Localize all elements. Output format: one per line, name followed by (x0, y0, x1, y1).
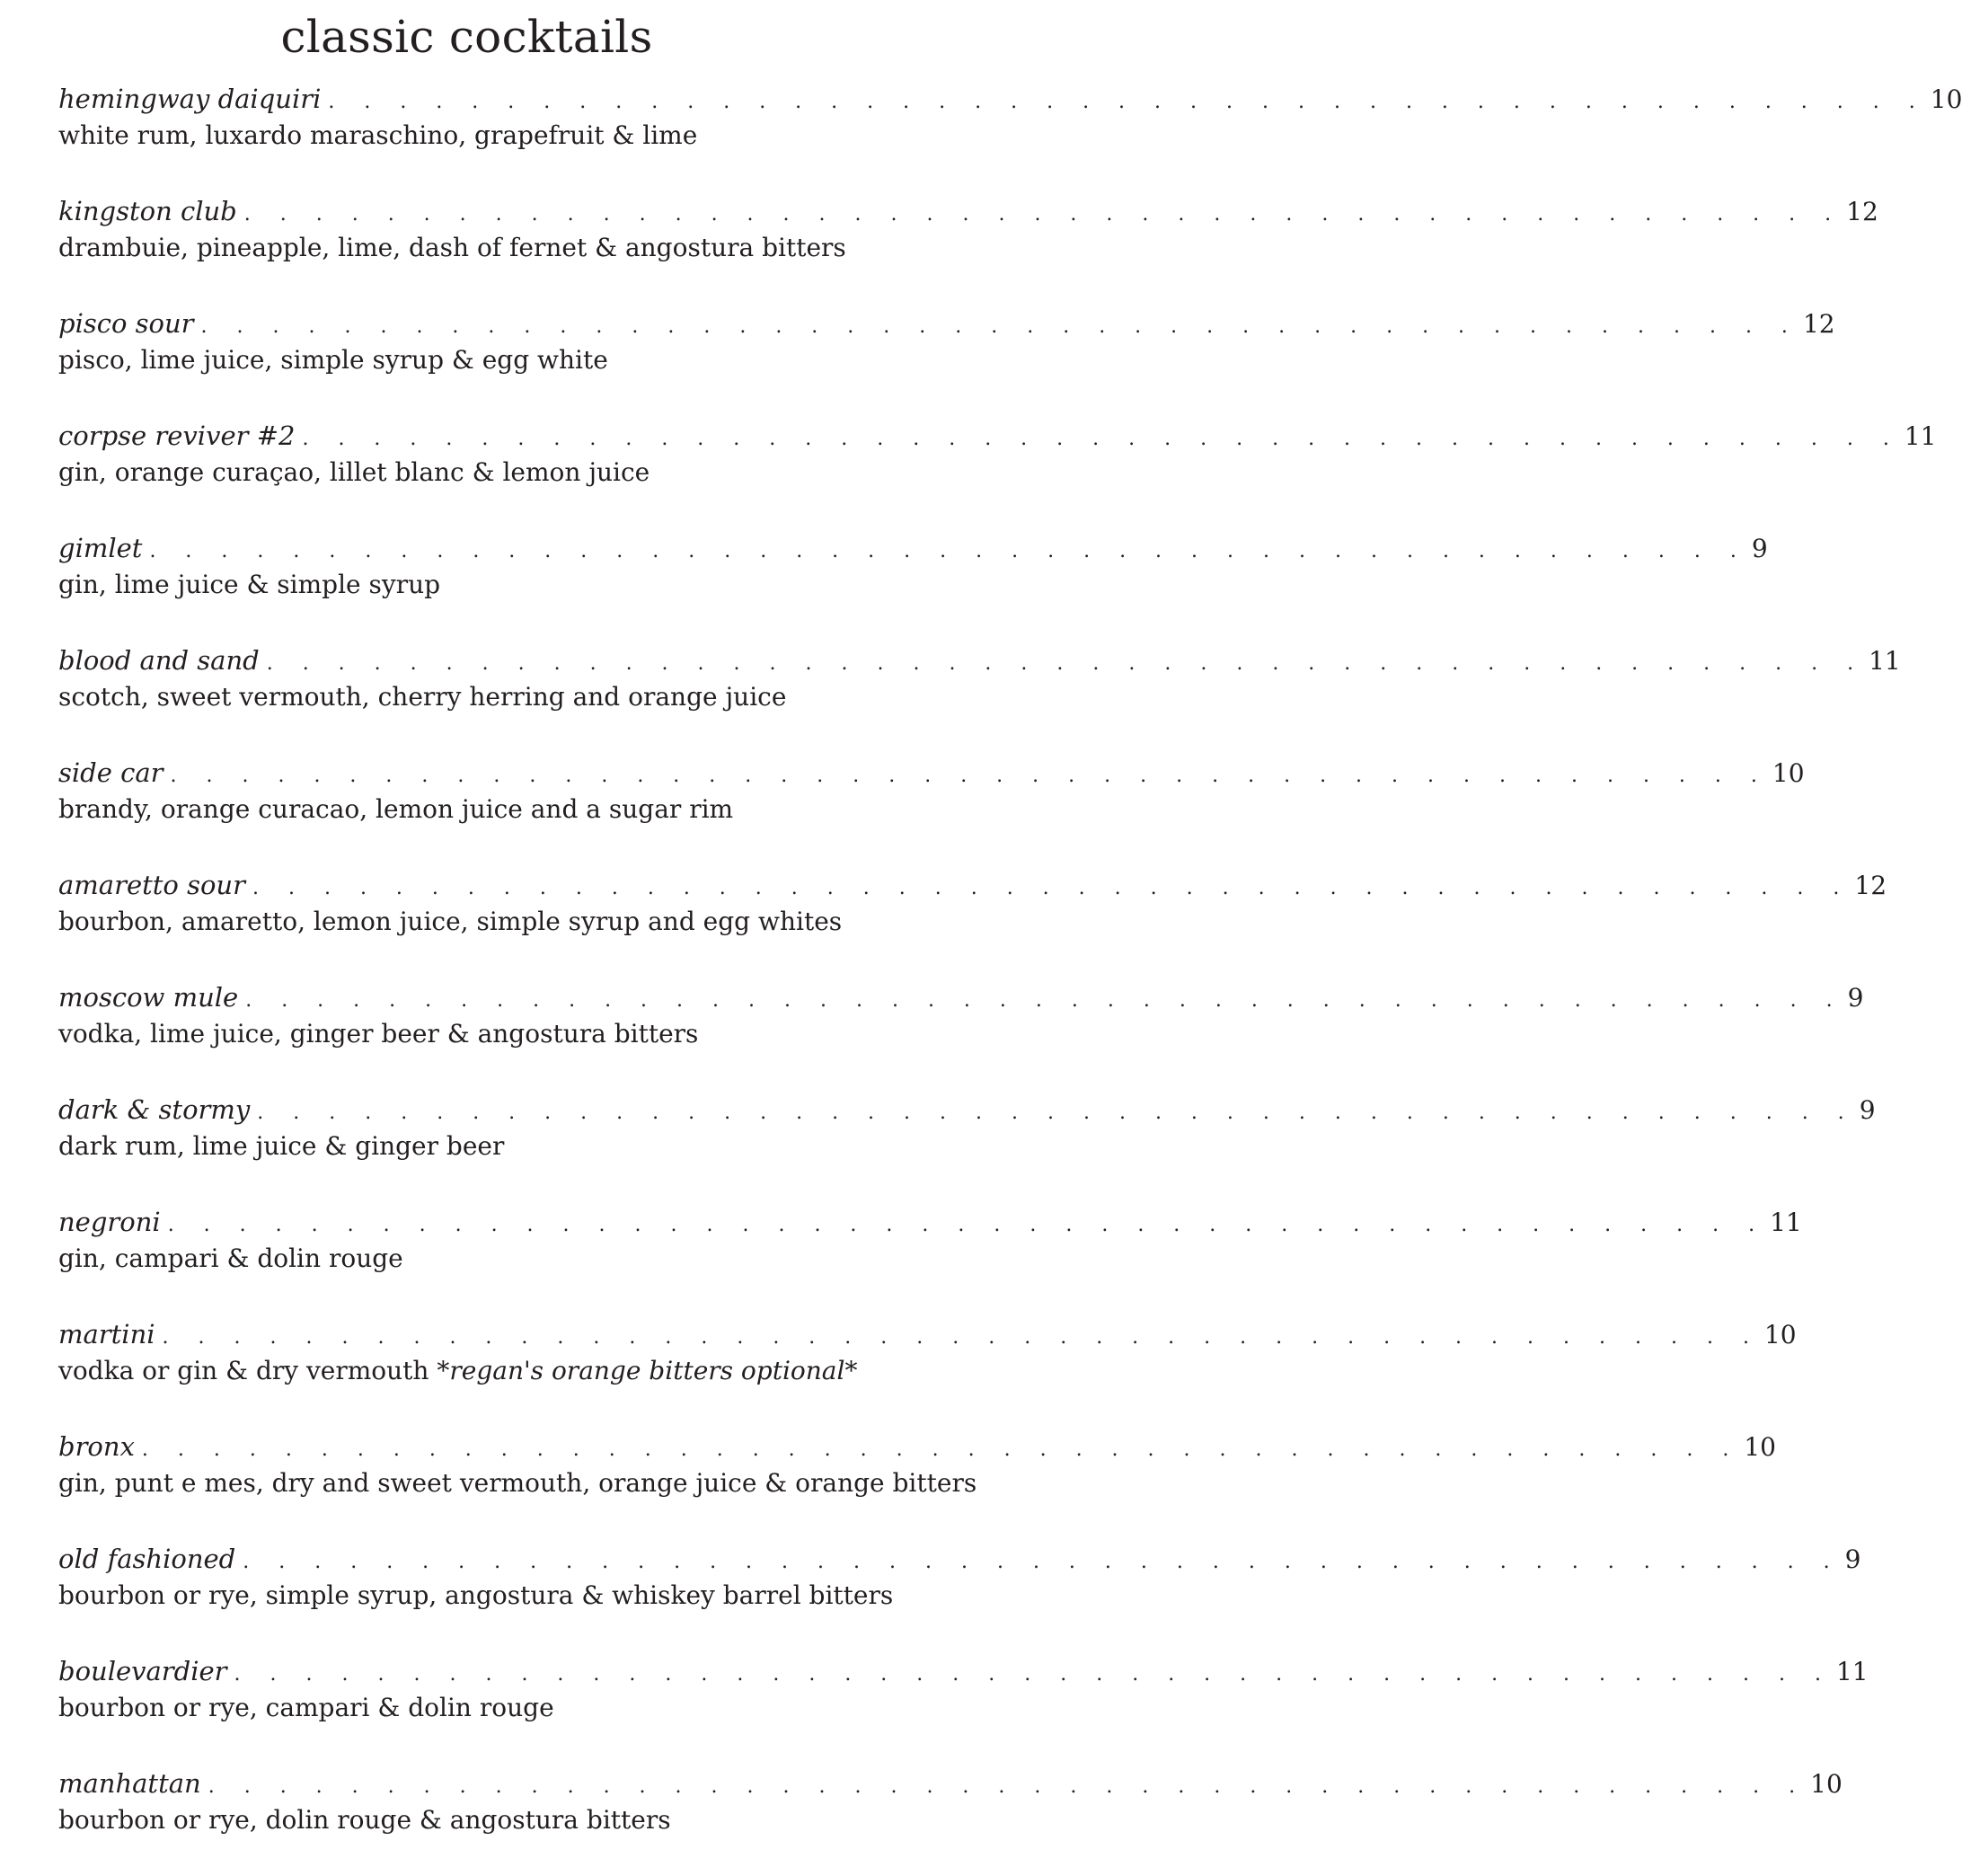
dot-leader: . . . . . . . . . . . . . . . . . . . . . . . . . . . . . . . . . . . . . . . . . . . . . (257, 1102, 1856, 1124)
menu-item (58, 79, 1962, 191)
item-price: 10 (1772, 758, 1805, 788)
item-description: bourbon, amaretto, lemon juice, simple syrup and egg whites (58, 907, 843, 936)
menu-item (58, 528, 1768, 641)
dot-leader: . . . . . . . . . . . . . . . . . . . . . . . . . . . . . . . . . . . . . . . . . . . . . (243, 203, 1843, 226)
dot-leader: . . . . . . . . . . . . . . . . . . . . . . . . . . . . . . . . . . . . . . . . . . . . . (141, 1438, 1741, 1461)
menu-item (58, 1202, 1802, 1314)
cocktail-list (58, 79, 1962, 1876)
item-price: 9 (1751, 534, 1768, 563)
item-name: negroni (58, 1207, 161, 1237)
item-name: old fashioned (58, 1544, 236, 1574)
dot-leader: . . . . . . . . . . . . . . . . . . . . . . . . . . . . . . . . . . . . . . . . . . . . . (200, 315, 1799, 338)
item-price: 11 (1770, 1208, 1802, 1237)
dot-leader: . . . . . . . . . . . . . . . . . . . . . . . . . . . . . . . . . . . . . . . . . . . . . (149, 540, 1748, 562)
menu-item (58, 865, 1887, 978)
item-price: 11 (1835, 1657, 1869, 1686)
item-name: manhattan (58, 1768, 201, 1799)
dot-leader: . . . . . . . . . . . . . . . . . . . . . . . . . . . . . . . . . . . . . . . . . . . . . (162, 1326, 1761, 1349)
dot-leader: . . . . . . . . . . . . . . . . . . . . . . . . . . . . . . . . . . . . . . . . . . . . . (170, 765, 1769, 787)
item-name: corpse reviver #2 (58, 420, 296, 451)
menu-item (58, 1764, 1843, 1876)
item-price: 10 (1930, 84, 1962, 114)
menu-item (58, 753, 1805, 865)
dot-leader: . . . . . . . . . . . . . . . . . . . . . . . . . . . . . . . . . . . . . . . . . . . . . (245, 989, 1844, 1012)
item-price: 11 (1904, 421, 1937, 451)
menu-item (58, 416, 1937, 528)
item-name: kingston club (58, 196, 237, 226)
item-price: 12 (1802, 309, 1835, 339)
item-name: pisco sour (58, 308, 194, 339)
item-description: gin, orange curaçao, lillet blanc & lemon juice (58, 457, 650, 487)
dot-leader: . . . . . . . . . . . . . . . . . . . . . . . . . . . . . . . . . . . . . . . . . . . . . (243, 1551, 1842, 1573)
item-description: white rum, luxardo maraschino, grapefruit & lime (58, 120, 698, 150)
menu-item (58, 1314, 1797, 1427)
item-description: pisco, lime juice, simple syrup & egg white (58, 345, 608, 375)
menu-item (58, 191, 1878, 304)
item-name: boulevardier (58, 1656, 227, 1686)
item-name: blood and sand (58, 645, 260, 676)
item-name: gimlet (58, 533, 143, 563)
item-name: bronx (58, 1431, 135, 1462)
menu-item (58, 1539, 1861, 1651)
item-price: 12 (1846, 197, 1878, 226)
item-name: side car (58, 757, 164, 788)
item-price: 9 (1847, 983, 1864, 1013)
menu-item (58, 978, 1864, 1090)
item-price: 10 (1763, 1320, 1797, 1349)
item-name: hemingway daiquiri (58, 84, 322, 114)
item-description: gin, campari & dolin rouge (58, 1243, 403, 1273)
item-description: bourbon or rye, campari & dolin rouge (58, 1693, 554, 1722)
item-price: 10 (1744, 1432, 1776, 1462)
menu-item (58, 1090, 1876, 1202)
dot-leader: . . . . . . . . . . . . . . . . . . . . . . . . . . . . . . . . . . . . . . . . . . . . . (252, 877, 1852, 899)
item-description: dark rum, lime juice & ginger beer (58, 1131, 505, 1161)
item-description: vodka, lime juice, ginger beer & angostura bitters (58, 1019, 699, 1049)
menu-item (58, 641, 1901, 753)
menu-item (58, 304, 1835, 416)
item-description: vodka or gin & dry vermouth (58, 1356, 437, 1385)
dot-leader: . . . . . . . . . . . . . . . . . . . . . . . . . . . . . . . . . . . . . . . . . . . . . (234, 1663, 1833, 1686)
item-price: 10 (1810, 1769, 1843, 1799)
item-description: scotch, sweet vermouth, cherry herring and orange juice (58, 682, 787, 712)
menu-item (58, 1427, 1776, 1539)
item-description: gin, lime juice & simple syrup (58, 570, 441, 599)
item-price: 9 (1859, 1095, 1876, 1125)
item-description: brandy, orange curacao, lemon juice and a sugar rim (58, 794, 734, 824)
dot-leader: . . . . . . . . . . . . . . . . . . . . . . . . . . . . . . . . . . . . . . . . . . . . . (328, 91, 1927, 113)
menu-item (58, 1651, 1869, 1764)
dot-leader: . . . . . . . . . . . . . . . . . . . . . . . . . . . . . . . . . . . . . . . . . . . . . (302, 428, 1901, 450)
menu-title: classic cocktails (280, 11, 653, 63)
item-name: amaretto sour (58, 870, 245, 900)
item-name: martini (58, 1319, 155, 1349)
item-note: *regan's orange bitters optional* (437, 1356, 858, 1385)
item-price: 11 (1869, 646, 1901, 676)
item-name: dark & stormy (58, 1094, 251, 1125)
item-description: drambuie, pineapple, lime, dash of fernet & angostura bitters (58, 233, 846, 262)
dot-leader: . . . . . . . . . . . . . . . . . . . . . . . . . . . . . . . . . . . . . . . . . . . . . (266, 652, 1866, 675)
item-description: gin, punt e mes, dry and sweet vermouth, orange juice & orange bitters (58, 1468, 977, 1498)
item-description: bourbon or rye, dolin rouge & angostura bitters (58, 1805, 671, 1835)
dot-leader: . . . . . . . . . . . . . . . . . . . . . . . . . . . . . . . . . . . . . . . . . . . . . (167, 1214, 1767, 1236)
item-price: 12 (1854, 871, 1887, 900)
dot-leader: . . . . . . . . . . . . . . . . . . . . . . . . . . . . . . . . . . . . . . . . . . . . . (208, 1775, 1807, 1798)
item-price: 9 (1844, 1544, 1861, 1574)
item-name: moscow mule (58, 982, 239, 1013)
item-description: bourbon or rye, simple syrup, angostura & whiskey barrel bitters (58, 1580, 894, 1610)
